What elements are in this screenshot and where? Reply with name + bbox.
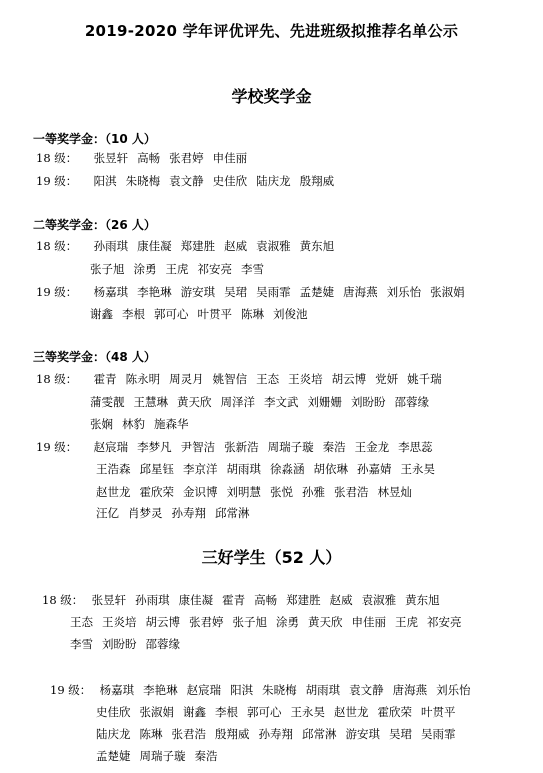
student-name: 邱星钰 [139, 462, 174, 476]
student-name: 王永昊 [290, 705, 325, 719]
student-name: 李思蕊 [398, 440, 433, 454]
student-name: 郑建胜 [286, 593, 321, 607]
student-name: 李艳琳 [143, 683, 178, 697]
second-prize-g18-line [90, 259, 273, 279]
student-name: 刘乐怡 [386, 285, 422, 299]
grade-label: 18 级： [36, 151, 78, 165]
student-name: 汪亿 [96, 506, 119, 520]
student-name: 秦浩 [194, 749, 218, 763]
sanhao-g19-line [50, 680, 480, 700]
student-name: 邵蓉缘 [145, 637, 180, 651]
third-prize-g18-line [90, 392, 438, 412]
sanhao-g19-line [96, 702, 465, 722]
third-prize-g19-line [96, 503, 259, 523]
student-name: 徐淼涵 [270, 462, 305, 476]
student-name: 祁安亮 [427, 615, 462, 629]
name-list [96, 702, 465, 722]
student-name: 孙嘉婧 [357, 462, 392, 476]
student-name: 吴雨霏 [421, 727, 456, 741]
student-name: 杨嘉琪 [99, 683, 135, 697]
student-name: 秦浩 [322, 440, 346, 454]
student-name: 高畅 [254, 593, 278, 607]
student-name: 李雪 [70, 637, 93, 651]
student-name: 金识博 [183, 485, 218, 499]
student-name: 陈永明 [125, 372, 161, 386]
student-name: 胡依琳 [313, 462, 348, 476]
student-name: 郑建胜 [180, 239, 216, 253]
student-name: 孙雨琪 [93, 239, 129, 253]
student-name: 申佳丽 [351, 615, 386, 629]
name-list [70, 612, 471, 632]
student-name: 邱常淋 [302, 727, 337, 741]
student-name: 袁淑雅 [361, 593, 397, 607]
student-name: 刘乐怡 [436, 683, 471, 697]
first-prize-g19-line [36, 171, 343, 191]
student-name: 刘俊池 [273, 307, 308, 321]
sanhao-g19-line [96, 724, 465, 744]
second-prize-g19-line [90, 304, 317, 324]
student-name: 霍青 [222, 593, 246, 607]
student-name: 唐海燕 [343, 285, 378, 299]
student-name: 张君婷 [189, 615, 224, 629]
third-prize-g19-line [36, 437, 442, 457]
student-name: 孟楚婕 [299, 285, 335, 299]
student-name: 赵世龙 [334, 705, 369, 719]
student-name: 刘盼盼 [351, 395, 386, 409]
student-name: 吴珺 [224, 285, 248, 299]
student-name: 吴雨霏 [256, 285, 291, 299]
grade-label: 18 级： [36, 239, 78, 253]
student-name: 李根 [215, 705, 238, 719]
student-name: 袁文静 [169, 174, 204, 188]
student-name: 林昱灿 [377, 485, 412, 499]
student-name: 孙寿翔 [258, 727, 293, 741]
student-name: 胡云博 [145, 615, 180, 629]
student-name: 周灵月 [169, 372, 204, 386]
student-name: 黄东旭 [299, 239, 335, 253]
student-name: 胡雨琪 [305, 683, 341, 697]
student-name: 唐海燕 [392, 683, 428, 697]
name-list [94, 236, 344, 256]
student-name: 袁淑雅 [256, 239, 291, 253]
student-name: 黄天欣 [308, 615, 343, 629]
student-name: 杨嘉琪 [93, 285, 129, 299]
second-prize-g18-line [36, 236, 343, 256]
name-list [90, 259, 273, 279]
student-name: 张君浩 [334, 485, 369, 499]
sanhao-g18-line [42, 590, 449, 610]
student-name: 王炎培 [102, 615, 137, 629]
student-name: 王虎 [165, 262, 189, 276]
student-name: 张子旭 [232, 615, 267, 629]
grade-label: 19 级： [36, 174, 78, 188]
student-name: 叶贯平 [197, 307, 232, 321]
name-list [92, 590, 449, 610]
scholarship-section-title: 学校奖学金 [231, 87, 312, 106]
student-name: 孙雨琪 [135, 593, 170, 607]
first-prize-heading: 一等奖学金：（10 人） [33, 132, 156, 146]
student-name: 袁文静 [349, 683, 384, 697]
student-name: 孟楚婕 [96, 749, 131, 763]
student-name: 邱常淋 [215, 506, 250, 520]
second-prize-heading: 二等奖学金：（26 人） [33, 218, 156, 232]
student-name: 赵宸瑞 [93, 440, 129, 454]
student-name: 张淑娟 [139, 705, 174, 719]
student-name: 姚智信 [212, 372, 248, 386]
student-name: 林豹 [122, 417, 145, 431]
student-name: 祁安亮 [197, 262, 232, 276]
student-name: 张娴 [90, 417, 113, 431]
student-name: 黄天欣 [177, 395, 212, 409]
student-name: 朱晓梅 [262, 683, 297, 697]
student-name: 霍欣荣 [377, 705, 412, 719]
student-name: 肖梦灵 [128, 506, 163, 520]
student-name: 陆庆龙 [96, 727, 131, 741]
student-name: 刘姗姗 [307, 395, 342, 409]
student-name: 张新浩 [224, 440, 259, 454]
student-name: 张君婷 [169, 151, 204, 165]
student-name: 王态 [256, 372, 280, 386]
student-name: 张昱轩 [91, 593, 127, 607]
student-name: 王永昊 [400, 462, 435, 476]
third-prize-g19-line [96, 459, 444, 479]
student-name: 张君浩 [171, 727, 206, 741]
student-name: 党妍 [375, 372, 399, 386]
student-name: 赵威 [329, 593, 353, 607]
name-list [96, 724, 465, 744]
student-name: 阳淇 [93, 174, 117, 188]
grade-label: 19 级： [50, 683, 92, 697]
student-name: 赵宸瑞 [186, 683, 222, 697]
student-name: 游安琪 [180, 285, 216, 299]
name-list [94, 171, 344, 191]
student-name: 陈琳 [241, 307, 264, 321]
student-name: 张淑娟 [430, 285, 465, 299]
student-name: 李雪 [241, 262, 264, 276]
student-name: 张悦 [270, 485, 293, 499]
name-list [94, 437, 442, 457]
third-prize-heading: 三等奖学金：（48 人） [33, 350, 156, 364]
student-name: 康佳凝 [137, 239, 172, 253]
name-list [96, 459, 444, 479]
student-name: 胡雨琪 [226, 462, 261, 476]
name-list [96, 746, 227, 766]
name-list [90, 414, 198, 434]
third-prize-g18-line [90, 414, 198, 434]
student-name: 周泽洋 [220, 395, 255, 409]
name-list [94, 369, 451, 389]
student-name: 姚千瑞 [407, 372, 442, 386]
student-name: 郭可心 [247, 705, 282, 719]
student-name: 李根 [122, 307, 145, 321]
student-name: 史佳欣 [212, 174, 248, 188]
student-name: 胡云博 [331, 372, 367, 386]
student-name: 王虎 [395, 615, 418, 629]
student-name: 孙雅 [302, 485, 325, 499]
student-name: 霍青 [93, 372, 117, 386]
student-name: 刘盼盼 [102, 637, 137, 651]
student-name: 李艳琳 [137, 285, 172, 299]
student-name: 尹智洁 [180, 440, 216, 454]
student-name: 阳淇 [230, 683, 254, 697]
student-name: 史佳欣 [96, 705, 131, 719]
name-list [90, 304, 317, 324]
student-name: 周瑞子璇 [267, 440, 314, 454]
student-name: 申佳丽 [212, 151, 248, 165]
student-name: 刘明慧 [226, 485, 261, 499]
name-list [96, 503, 259, 523]
student-name: 殷翔威 [215, 727, 250, 741]
student-name: 孙寿翔 [171, 506, 206, 520]
student-name: 游安琪 [345, 727, 380, 741]
student-name: 王金龙 [354, 440, 390, 454]
name-list [100, 680, 480, 700]
student-name: 朱晓梅 [125, 174, 161, 188]
student-name: 邵蓉缘 [394, 395, 429, 409]
student-name: 陆庆龙 [256, 174, 291, 188]
sanhao-g18-line [70, 634, 189, 654]
student-name: 高畅 [137, 151, 161, 165]
student-name: 殷翔威 [299, 174, 335, 188]
name-list [94, 282, 474, 302]
student-name: 李京洋 [183, 462, 218, 476]
student-name: 涂勇 [133, 262, 157, 276]
student-name: 李梦凡 [137, 440, 172, 454]
third-prize-g19-line [96, 482, 421, 502]
third-prize-g18-line [36, 369, 451, 389]
page-title: 2019-2020 学年评优评先、先进班级拟推荐名单公示 [84, 22, 459, 40]
student-name: 赵世龙 [96, 485, 131, 499]
student-name: 王浩森 [96, 462, 131, 476]
student-name: 谢鑫 [183, 705, 206, 719]
name-list [96, 482, 421, 502]
student-name: 赵威 [224, 239, 248, 253]
student-name: 陈琳 [139, 727, 163, 741]
student-name: 施森华 [154, 417, 189, 431]
grade-label: 18 级： [42, 593, 84, 607]
student-name: 叶贯平 [421, 705, 456, 719]
grade-label: 19 级： [36, 285, 78, 299]
student-name: 李文武 [264, 395, 299, 409]
name-list [94, 148, 257, 168]
sanhao-section-title: 三好学生（52 人） [201, 548, 342, 567]
first-prize-g18-line [36, 148, 256, 168]
student-name: 蒲雯靓 [90, 395, 125, 409]
student-name: 张子旭 [90, 262, 125, 276]
student-name: 张昱轩 [93, 151, 129, 165]
grade-label: 18 级： [36, 372, 78, 386]
student-name: 郭可心 [154, 307, 189, 321]
student-name: 周瑞子璇 [139, 749, 186, 763]
student-name: 谢鑫 [90, 307, 113, 321]
sanhao-g19-line [96, 746, 227, 766]
student-name: 王态 [70, 615, 93, 629]
name-list [70, 634, 189, 654]
second-prize-g19-line [36, 282, 474, 302]
student-name: 涂勇 [276, 615, 299, 629]
name-list [90, 392, 438, 412]
student-name: 康佳凝 [178, 593, 214, 607]
student-name: 霍欣荣 [139, 485, 174, 499]
grade-label: 19 级： [36, 440, 78, 454]
student-name: 吴珺 [389, 727, 412, 741]
sanhao-g18-line [70, 612, 471, 632]
student-name: 王炎培 [288, 372, 323, 386]
student-name: 王慧琳 [133, 395, 168, 409]
student-name: 黄东旭 [405, 593, 440, 607]
